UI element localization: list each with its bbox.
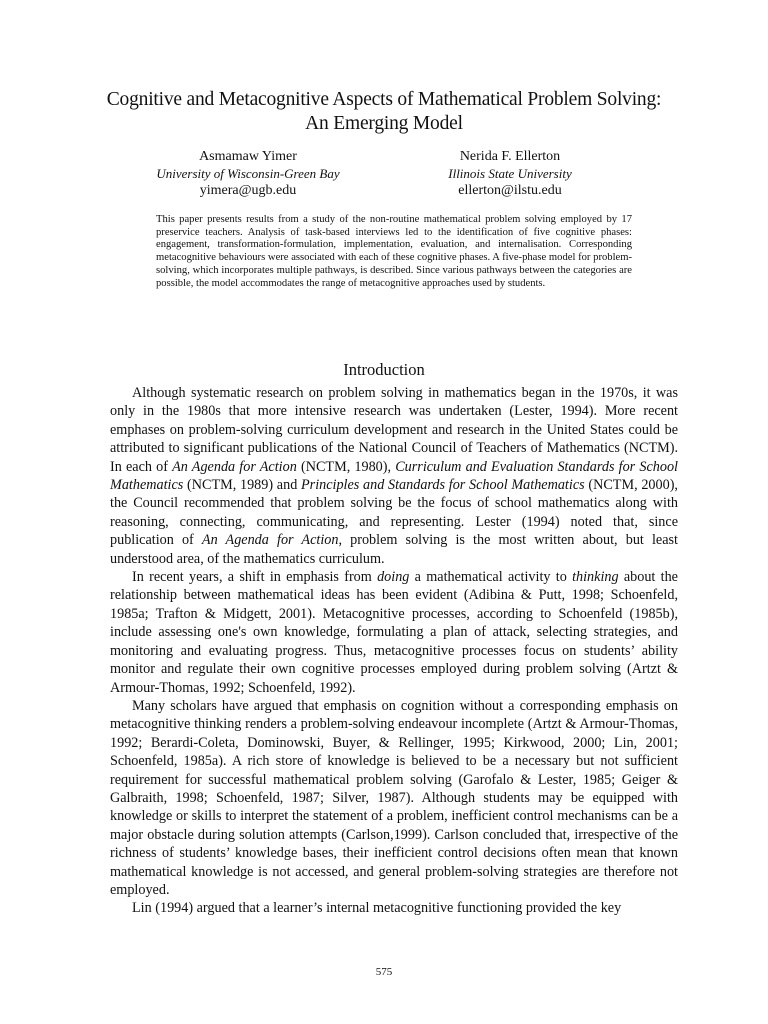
author-1 [118,148,378,199]
paragraph: Many scholars have argued that emphasis on cognition without a corresponding emphasis on metacognitive thinking renders a problem-solving endeavour incomplete (Artzt & Armour-Thomas, 1992; Berardi-Coleta, Dominowski, Buyer, & Rellinger, 1995; Kirkwood, 2000; Lin, 2001; Schoenfeld, 1985a). A rich store of knowledge is believed to be a necessary but not sufficient requirement for successful mathematical problem solving (Garofalo & Lester, 1985; Geiger & Galbraith, 1998; Schoenfeld, 1987; Silver, 1987). Although students may be equipped with knowledge or skills to interpret the statement of a problem, inefficient control mechanisms can be a major obstacle during solution attempts (Carlson,1999). Carlson concluded that, irrespective of the richness of students’ knowledge bases, their inefficient control decisions often mean that known mathematical knowledge is not accessed, and general problem-solving strategies are therefore not employed. [110,697,678,898]
author-2 [380,148,640,199]
paper-title-line-1: Cognitive and Metacognitive Aspects of Mathematical Problem Solving: [106,89,662,110]
section-heading: Introduction [343,360,425,379]
page-number: 575 [375,966,393,978]
text-run: In recent years, a shift in emphasis from [132,569,378,586]
author-affiliation: Illinois State University [448,166,572,181]
text-run: , problem solving is the most written about, but least understood area, of the mathematics curriculum. [110,532,678,567]
italic-title: An Agenda for Action [201,532,339,549]
abstract: This paper presents results from a study of the non-routine mathematical problem solving employed by 17 preservice teachers. Analysis of task-based interviews led to the identification of five cognitive phases: engagement, transformation-formulation, implementation, evaluation, and internalisation. Corresponding metacognitive behaviours were associated with each of these cognitive phases. A five-phase model for problem-solving, which incorporates multiple pathways, is described. Since various pathways between the categories are possible, the model accommodates the range of metacognitive approaches used by students. [156,214,632,289]
text-run: (NCTM, 2000), the Council recommended that problem solving be the focus of school mathematics along with reasoning, connecting, communicating, and representing. Lester (1994) noted that, since publication of [110,477,678,549]
italic-term: thinking [572,569,619,586]
author-name: Nerida F. Ellerton [459,149,561,164]
text-run: a mathematical activity to [409,569,573,586]
italic-title: An Agenda for Action [172,458,297,475]
body-text [110,384,678,918]
paper-title-line-2: An Emerging Model [305,113,463,134]
author-affiliation: University of Wisconsin-Green Bay [156,166,340,181]
paragraph: Lin (1994) argued that a learner’s internal metacognitive functioning provided the key [132,900,622,917]
italic-term: doing [377,569,410,586]
paper-title [80,88,688,136]
paragraph [110,568,678,697]
text-run: Although systematic research on problem solving in mathematics began in the 1970s, it was only in the 1980s that more intensive research was undertaken (Lester, 1994). More recent emphases on problem-solving curriculum development and research in the United States could be attributed to significant publications of the National Council of Teachers of Mathematics (NCTM). In each of [110,385,678,475]
author-email: ellerton@ilstu.edu [458,183,562,198]
paragraph [110,384,678,568]
text-run: (NCTM, 1980), [296,458,396,475]
italic-title: Curriculum and Evaluation Standards for School Mathematics [110,458,678,494]
author-name: Asmamaw Yimer [199,149,297,164]
italic-title: Principles and Standards for School Mathematics [301,477,585,494]
text-run: (NCTM, 1989) and [183,477,301,494]
author-email: yimera@ugb.edu [199,183,297,198]
text-run: about the relationship between mathematical ideas has been evident (Adibina & Putt, 1998; Schoenfeld, 1985a; Trafton & Midgett, 2001). Metacognitive processes, according to Schoenfeld (1985b), include assessing one's own knowledge, formulating a plan of attack, selecting strategies, and monitoring and evaluating progress. Thus, metacognitive processes focus on students’ ability monitor and regulate their own cognitive processes employed during problem solving (Artzt & Armour-Thomas, 1992; Schoenfeld, 1992). [110,569,678,696]
